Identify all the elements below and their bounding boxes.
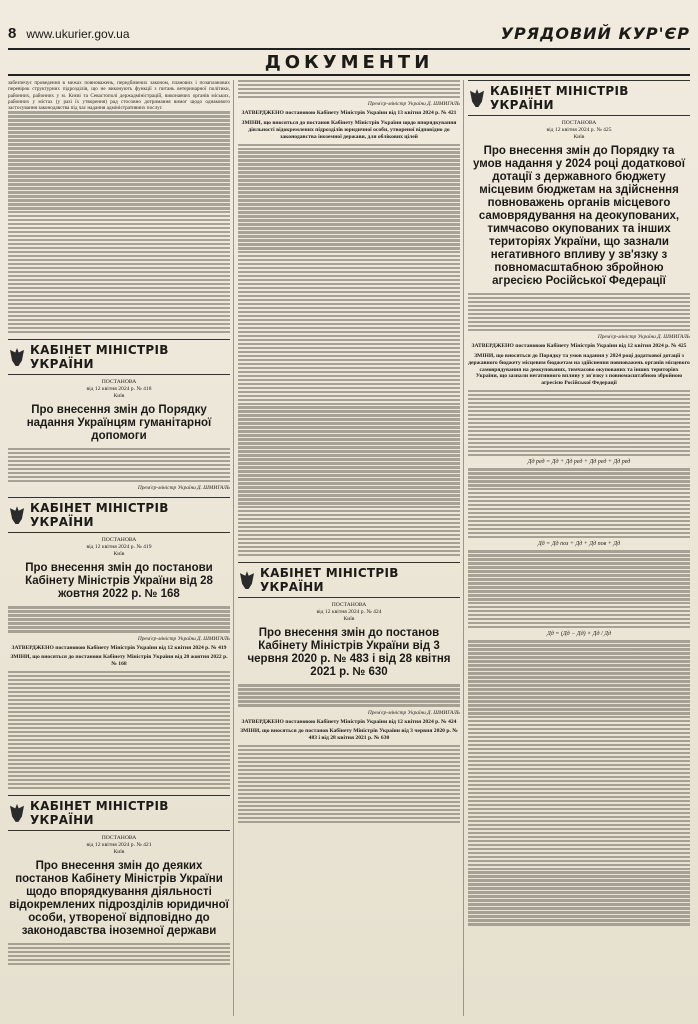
body-text-block [468, 550, 690, 628]
body-text-block [468, 390, 690, 456]
newspaper-brand: УРЯДОВИЙ КУР'ЄР [500, 23, 690, 43]
resolution-meta: ПОСТАНОВА від 12 квітня 2024 р. № 418 Київ [86, 379, 152, 400]
page-header [8, 22, 690, 44]
cabinet-banner [8, 339, 230, 375]
cabinet-banner [238, 562, 460, 598]
formula: Дд = Дд поз + Дд + Дд пов + Дд [537, 541, 621, 548]
approved-note: ЗАТВЕРДЖЕНО постановою Кабінету Міністрів України від 12 квітня 2024 р. № 419 [11, 644, 227, 651]
body-text-block [8, 606, 230, 632]
approved-note: ЗАТВЕРДЖЕНО постановою Кабінету Міністрів України від 12 квітня 2024 р. № 425 [471, 343, 687, 350]
cabinet-title: КАБІНЕТ МІНІСТРІВ УКРАЇНИ [260, 566, 399, 595]
cabinet-banner [468, 80, 690, 116]
signoff: Прем'єр-міністр України Д. ШМИГАЛЬ [597, 334, 690, 341]
formula: Дд = (Дд − Дд) × Дд / Дд [546, 631, 612, 638]
coat-of-arms-icon [470, 89, 484, 107]
formula: Дд ред = Дд + Дд ред + Дд ред + Дд ред [527, 459, 631, 466]
changes-heading: ЗМІНИ, що вносяться до постанови Кабінету Міністрів України від 28 жовтня 2022 р. № 168 [10, 654, 228, 668]
body-text-block [238, 745, 460, 823]
cabinet-title: КАБІНЕТ МІНІСТРІВ УКРАЇНИ [30, 343, 169, 372]
changes-heading: ЗМІНИ, що вносяться до постанов Кабінету Міністрів України від 3 червня 2020 р. № 483 і від 28 квітня 2021 р. № 630 [240, 728, 458, 742]
approved-note: ЗАТВЕРДЖЕНО постановою Кабінету Міністрів України від 13 квітня 2024 р. № 421 [241, 110, 457, 117]
body-text-block [8, 448, 230, 482]
coat-of-arms-icon [10, 348, 24, 366]
resolution-meta: ПОСТАНОВА від 12 квітня 2024 р. № 421 Київ [86, 834, 152, 855]
resolution-title: Про внесення змін до деяких постанов Кабінету Міністрів України щодо впорядкування діяльності відокремлених підрозділів юридичної особи, утвореної відповідно до законодавства іноземної держави [9, 859, 229, 937]
intro-paragraph: забезпечує проведення в межах повноважень, передбачених законом, планових і позапланових перевірок структурних підрозділів, що не виконують функції з питань ветеринарної політики, районних, районних у м. Києві та Севастополі держадміністрацій, виконавчих органів міських, районних у містах (у разі їх утворення) рад стосовно дотримання вимог щодо однакового застосування законодавства під час надання адміністративних послуг. [8, 80, 230, 112]
changes-heading: ЗМІНИ, що вносяться до постанов Кабінету Міністрів України щодо впорядкування діяльності відокремлених підрозділів юридичної особи, утвореної відповідно до законодавства іноземної держави, для облікових цілей [241, 120, 457, 140]
section-rubric: ДОКУМЕНТИ [8, 48, 690, 76]
body-text-block [468, 468, 690, 538]
signoff: Прем'єр-міністр України Д. ШМИГАЛЬ [367, 101, 460, 108]
body-text-block [8, 943, 230, 965]
resolution-title: Про внесення змін до Порядку надання Українцям гуманітарної допомоги [26, 404, 212, 443]
body-text-block [8, 671, 230, 789]
body-text-block [238, 684, 460, 706]
coat-of-arms-icon [10, 804, 24, 822]
resolution-meta: ПОСТАНОВА від 12 квітня 2024 р. № 419 Київ [86, 537, 152, 558]
cabinet-banner [8, 497, 230, 533]
column-3 [468, 80, 690, 1016]
resolution-title: Про внесення змін до постанови Кабінету Міністрів України від 28 жовтня 2022 р. № 168 [25, 562, 213, 601]
signoff: Прем'єр-міністр України Д. ШМИГАЛЬ [137, 485, 230, 492]
approved-note: ЗАТВЕРДЖЕНО постановою Кабінету Міністрів України від 12 квітня 2024 р. № 424 [241, 718, 457, 725]
cabinet-title: КАБІНЕТ МІНІСТРІВ УКРАЇНИ [30, 501, 169, 530]
coat-of-arms-icon [240, 571, 254, 589]
site-url: www.ukurier.gov.ua [26, 26, 130, 41]
column-divider [463, 80, 464, 1016]
body-text-block [468, 293, 690, 331]
cabinet-title: КАБІНЕТ МІНІСТРІВ УКРАЇНИ [490, 84, 629, 112]
signoff: Прем'єр-міністр України Д. ШМИГАЛЬ [137, 635, 230, 642]
body-text-block [468, 640, 690, 925]
resolution-meta: ПОСТАНОВА від 12 квітня 2024 р. № 424 Київ [316, 602, 382, 623]
changes-heading: ЗМІНИ, що вносяться до Порядку та умов надання у 2024 році додаткової дотації з державного бюджету місцевим бюджетам на здійснення повноважень органів місцевого самоврядування на деокупованих, тимчасово окупованих та інших територіях України, що зазнали негативного впливу у зв'язку з повномасштабною збройною агресією Російської Федерації [468, 353, 690, 387]
column-1 [8, 80, 230, 1016]
body-text-block [8, 111, 230, 333]
page-number: 8 [8, 24, 17, 42]
coat-of-arms-icon [10, 506, 24, 524]
signoff: Прем'єр-міністр України Д. ШМИГАЛЬ [367, 709, 460, 716]
body-text-block [238, 80, 460, 98]
cabinet-title: КАБІНЕТ МІНІСТРІВ УКРАЇНИ [30, 798, 169, 827]
column-divider [233, 80, 234, 1016]
column-2 [238, 80, 460, 1016]
body-text-block [238, 144, 460, 557]
resolution-title: Про внесення змін до постанов Кабінету Міністрів України від 3 червня 2020 р. № 483 і від 28 квітня 2021 р. № 630 [247, 627, 451, 679]
resolution-title: Про внесення змін до Порядку та умов надання у 2024 році додаткової дотації з державного бюджету місцевим бюджетам на здійснення повноважень органів місцевого самоврядування на деокупованих, тимчасово окупованих та інших територіях України, що зазнали негативного впливу у зв'язку з повномасштабною збройною агресією Російської Федерації [473, 145, 685, 287]
cabinet-banner [8, 795, 230, 831]
resolution-meta: ПОСТАНОВА від 12 квітня 2024 р. № 425 Київ [546, 120, 612, 140]
